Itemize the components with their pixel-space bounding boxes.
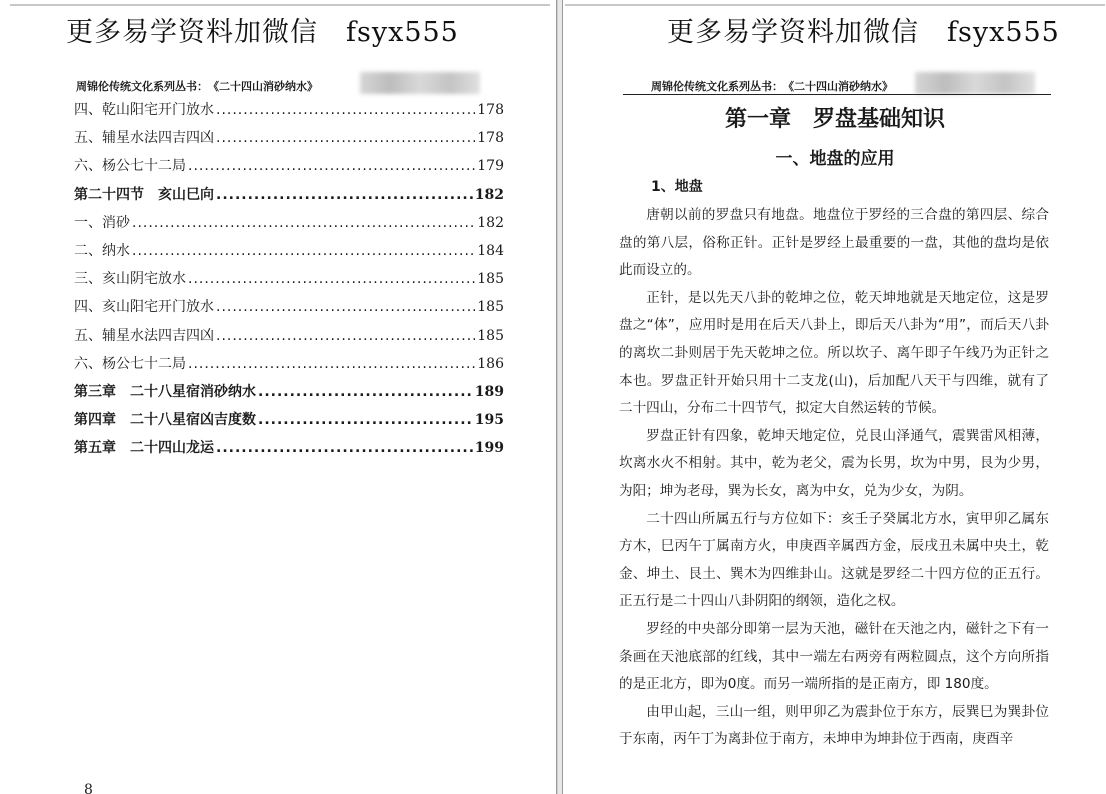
toc-entry-title: 第二十四节 亥山巳向	[74, 186, 214, 203]
toc-entry	[74, 293, 504, 321]
toc-entry-page: 185	[477, 299, 504, 316]
toc-entry-page: 179	[477, 158, 504, 175]
toc-entry	[74, 237, 504, 265]
toc-leader-dots	[216, 181, 473, 209]
toc-entry-page: 195	[474, 412, 504, 429]
toc-entry-title: 四、乾山阳宅开门放水	[74, 102, 214, 118]
toc-entry	[74, 209, 504, 237]
toc-leader-dots	[188, 265, 475, 293]
toc-entry-title: 第四章 二十八星宿凶吉度数	[74, 412, 256, 429]
toc-leader-dots	[188, 350, 475, 378]
toc-leader-dots	[258, 378, 473, 406]
body-text	[619, 202, 1049, 754]
toc-entry	[74, 378, 504, 406]
toc-entry-title: 五、辅星水法四吉四凶	[74, 327, 214, 344]
paragraph: 由甲山起，三山一组，则甲卯乙为震卦位于东方，辰巽巳为巽卦位于东南，丙午丁为离卦位于南方，未坤申为坤卦位于西南，庚酉辛	[619, 703, 1049, 748]
toc-entry-title: 第三章 二十八星宿消砂纳水	[74, 383, 256, 400]
toc-leader-dots	[216, 434, 473, 462]
toc-entry-page: 184	[477, 242, 504, 259]
toc-leader-dots	[132, 209, 475, 237]
toc-entry-page: 189	[474, 383, 504, 400]
paragraph: 罗经的中央部分即第一层为天池，磁针在天池之内，磁针之下有一条画在天池底部的红线，其中一端左右两旁有两粒圆点，这个方向所指的是正北方，即为0度。而另一端所指的是正南方，即 180度。	[619, 620, 1049, 693]
header-rule	[623, 94, 1051, 95]
chapter-title: 第一章 罗盘基础知识	[724, 107, 945, 132]
toc-entry	[74, 181, 504, 209]
page-number: 8	[84, 782, 93, 794]
toc-entry-page: 178	[477, 102, 504, 118]
watermark-text: 更多易学资料加微信 fsyx555	[66, 17, 459, 48]
toc-entry-title: 二、纳水	[74, 242, 130, 259]
toc-leader-dots	[216, 124, 475, 152]
toc-entry-page: 199	[474, 440, 504, 457]
table-of-contents	[74, 96, 504, 462]
toc-entry-page: 186	[477, 355, 504, 372]
blurred-region	[915, 72, 1035, 94]
paragraph: 罗盘正针有四象，乾坤天地定位，兑艮山泽通气，震巽雷风相薄，坎离水火不相射。其中，乾为老父，震为长男，坎为中男，艮为少男，为阳；坤为老母，巽为长女，离为中女，兑为少女，为阴。	[619, 427, 1049, 499]
toc-leader-dots	[188, 152, 475, 180]
toc-entry-title: 一、消砂	[74, 214, 130, 231]
toc-entry	[74, 406, 504, 434]
scan-edge	[565, 4, 1105, 6]
toc-entry	[74, 96, 504, 124]
section-title: 一、地盘的应用	[775, 149, 895, 169]
watermark-text: 更多易学资料加微信 fsyx555	[667, 17, 1060, 48]
paragraph: 二十四山所属五行与方位如下：亥壬子癸属北方水，寅甲卯乙属东方木，巳丙午丁属南方火，申庚酉辛属西方金，辰戌丑未属中央土，乾金、坤土、艮土、巽木为四维卦山。这就是罗经二十四方位的正五行。正五行是二十四山八卦阴阳的纲领，造化之权。	[619, 510, 1049, 610]
toc-entry-title: 四、亥山阳宅开门放水	[74, 299, 214, 316]
blurred-region	[360, 72, 480, 94]
toc-entry-title: 第五章 二十四山龙运	[74, 440, 214, 457]
toc-leader-dots	[132, 237, 475, 265]
running-head: 周锦伦传统文化系列丛书： 《二十四山消砂纳水》	[651, 80, 893, 93]
toc-entry-title: 三、亥山阴宅放水	[74, 271, 186, 288]
toc-entry-page: 182	[477, 214, 504, 231]
paragraph: 正针，是以先天八卦的乾坤之位，乾天坤地就是天地定位，这是罗盘之“体”，应用时是用在后天八卦上，即后天八卦为“用”，而后天八卦的离坎二卦则居于先天乾坤之位。所以坎子、离午即子午线乃为正针之本也。罗盘正针开始只用十二支龙(山)，后加配八天干与四维，就有了二十四山，分布二十四节气，拟定大自然运转的节候。	[619, 289, 1049, 417]
toc-leader-dots	[216, 322, 475, 350]
toc-entry	[74, 124, 504, 152]
toc-entry-page: 178	[477, 130, 504, 147]
toc-entry	[74, 434, 504, 462]
toc-entry	[74, 350, 504, 378]
toc-entry-title: 五、辅星水法四吉四凶	[74, 130, 214, 147]
right-page	[562, 0, 1106, 794]
running-head: 周锦伦传统文化系列丛书： 《二十四山消砂纳水》	[76, 80, 318, 93]
toc-entry	[74, 265, 504, 293]
toc-leader-dots	[258, 406, 473, 434]
toc-entry-page: 185	[477, 271, 504, 288]
subsection-title: 1、地盘	[651, 179, 703, 195]
paragraph: 唐朝以前的罗盘只有地盘。地盘位于罗经的三合盘的第四层、综合盘的第八层，俗称正针。正针是罗经上最重要的一盘，其他的盘均是依此而设立的。	[619, 207, 1049, 279]
toc-entry-page: 185	[477, 327, 504, 344]
toc-entry-title: 六、杨公七十二局	[74, 355, 186, 372]
toc-entry	[74, 322, 504, 350]
scan-edge	[10, 4, 550, 6]
toc-entry-page: 182	[474, 186, 504, 203]
toc-entry	[74, 152, 504, 180]
toc-leader-dots	[216, 293, 475, 321]
toc-leader-dots	[216, 96, 475, 124]
toc-entry-title: 六、杨公七十二局	[74, 158, 186, 175]
